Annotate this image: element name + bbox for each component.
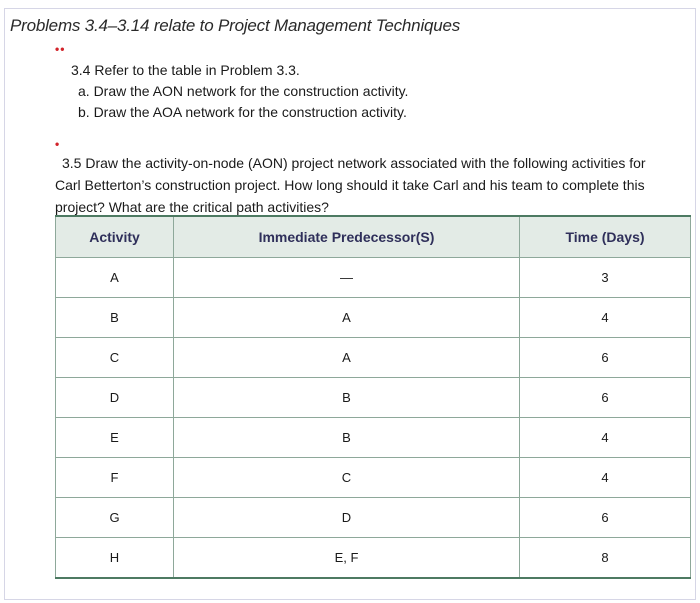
- activity-cell: H: [56, 538, 174, 579]
- predecessor-cell: D: [174, 498, 520, 538]
- table-row: [56, 338, 691, 378]
- predecessor-cell: E, F: [174, 538, 520, 579]
- predecessor-cell: A: [174, 298, 520, 338]
- header-immediate-predecessor: Immediate Predecessor(S): [174, 216, 520, 258]
- activity-table: [55, 215, 691, 579]
- problem-3-5-text-line-3: project? What are the critical path activities?: [55, 199, 329, 215]
- time-cell: 4: [520, 458, 691, 498]
- problem-3-5-text-line-2: Carl Betterton’s construction project. How long should it take Carl and his team to complete this: [55, 177, 645, 193]
- time-cell: 8: [520, 538, 691, 579]
- header-time-days: Time (Days): [520, 216, 691, 258]
- table-row: [56, 378, 691, 418]
- difficulty-marker-3-4: ••: [55, 42, 66, 56]
- time-cell: 6: [520, 498, 691, 538]
- problem-3-4-part-b: b. Draw the AOA network for the construction activity.: [78, 104, 407, 120]
- table-row: [56, 498, 691, 538]
- table-header-row: [56, 216, 691, 258]
- predecessor-cell: B: [174, 418, 520, 458]
- problem-3-4-part-a: a. Draw the AON network for the construction activity.: [78, 83, 409, 99]
- table-row: [56, 298, 691, 338]
- difficulty-marker-3-5: •: [55, 137, 60, 151]
- predecessor-cell: —: [174, 258, 520, 298]
- time-cell: 3: [520, 258, 691, 298]
- activity-cell: B: [56, 298, 174, 338]
- time-cell: 6: [520, 338, 691, 378]
- time-cell: 4: [520, 298, 691, 338]
- section-heading: Problems 3.4–3.14 relate to Project Management Techniques: [10, 16, 461, 35]
- predecessor-cell: C: [174, 458, 520, 498]
- activity-cell: D: [56, 378, 174, 418]
- predecessor-cell: A: [174, 338, 520, 378]
- activity-cell: F: [56, 458, 174, 498]
- time-cell: 4: [520, 418, 691, 458]
- table-row: [56, 458, 691, 498]
- time-cell: 6: [520, 378, 691, 418]
- table-row: [56, 538, 691, 579]
- activity-cell: E: [56, 418, 174, 458]
- activity-cell: C: [56, 338, 174, 378]
- predecessor-cell: B: [174, 378, 520, 418]
- table-row: [56, 258, 691, 298]
- activity-cell: G: [56, 498, 174, 538]
- table-row: [56, 418, 691, 458]
- problem-3-5-text-line-1: 3.5 Draw the activity-on-node (AON) project network associated with the following activities for: [62, 155, 646, 171]
- header-activity: Activity: [56, 216, 174, 258]
- activity-cell: A: [56, 258, 174, 298]
- problem-3-4-title: 3.4 Refer to the table in Problem 3.3.: [71, 62, 300, 78]
